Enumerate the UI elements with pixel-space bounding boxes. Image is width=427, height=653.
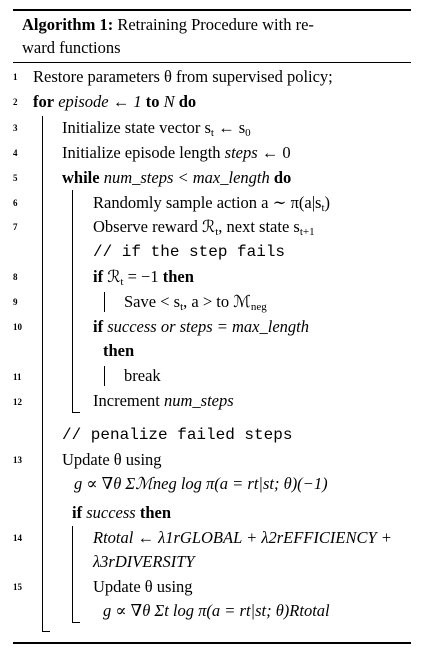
keyword: if (72, 503, 83, 522)
keyword: then (162, 267, 194, 286)
for-block-bar (42, 116, 43, 632)
keyword: for (33, 92, 55, 111)
if-fail-block-bar (104, 292, 105, 312)
line-text: Update θ using (62, 450, 162, 469)
if-success-2-block-bar (72, 526, 73, 623)
subscript: t (210, 127, 214, 139)
line-text: ← s (213, 118, 246, 137)
caption-rule (13, 62, 411, 63)
condition: num_steps < max_length (103, 168, 270, 187)
algo-line-8 (93, 267, 194, 287)
subscript: neg (250, 301, 267, 313)
top-rule (13, 9, 411, 11)
subscript: t (120, 276, 124, 288)
line-number: 15 (13, 582, 22, 592)
algo-line-11 (124, 366, 161, 386)
comment-penalize: // penalize failed steps (62, 426, 293, 444)
algo-line-9 (124, 292, 267, 312)
algorithm-caption-2 (22, 37, 121, 59)
line-number: 4 (13, 148, 18, 158)
line-text: , a > to ℳ (183, 292, 251, 311)
algorithm-caption (22, 14, 314, 36)
line-number: 12 (13, 397, 22, 407)
line-text: Initialize state vector s (62, 118, 211, 137)
algo-line-4 (62, 143, 291, 163)
line-number: 3 (13, 123, 18, 133)
while-block-bar (72, 190, 73, 413)
algo-line-7 (93, 217, 315, 237)
algo-line-15 (93, 577, 193, 597)
subscript: t (321, 202, 325, 214)
line-number: 14 (13, 533, 22, 543)
var: num_steps (164, 391, 234, 410)
algo-line-1 (33, 67, 333, 87)
then-keyword: then (103, 341, 135, 360)
keyword: if (93, 317, 104, 336)
algo-line-12 (93, 391, 234, 411)
caption-label: Algorithm 1: (22, 15, 114, 34)
if-success (72, 503, 171, 523)
line-number: 5 (13, 173, 18, 183)
algo-line-6 (93, 193, 330, 213)
caption-title-1: Retraining Procedure with re- (117, 15, 314, 34)
line-text: Save < s (124, 292, 181, 311)
algo-line-10 (93, 317, 309, 337)
keyword: to (145, 92, 160, 111)
line-number: 6 (13, 198, 18, 208)
formula-reward-1: Rtotal ← λ1rGLOBAL + λ2rEFFICIENCY + (93, 528, 392, 547)
line-text: Restore parameters θ from supervised policy; (33, 67, 333, 86)
line-text: = −1 (123, 267, 159, 286)
line-text: ← 0 (257, 143, 291, 162)
line-number: 13 (13, 455, 22, 465)
algo-line-2 (33, 92, 196, 112)
line-text: ℛ (107, 267, 121, 286)
condition: success (86, 503, 136, 522)
formula-gradient-1: g ∝ ∇θ Σℳneg log π(a = rt|st; θ)(−1) (74, 474, 328, 493)
caption-title-2: ward functions (22, 38, 121, 57)
line-number: 8 (13, 272, 18, 282)
line-text: Initialize episode length (62, 143, 225, 162)
for-block-end (42, 631, 50, 632)
line-number: 10 (13, 322, 22, 332)
algo-line-5 (62, 168, 291, 188)
line-number: 2 (13, 97, 18, 107)
line-text: Randomly sample action a ∼ π(a|s (93, 193, 322, 212)
loop-var: episode ← 1 (58, 92, 142, 111)
line-text: Observe reward ℛ (93, 217, 216, 236)
line-number: 9 (13, 297, 18, 307)
while-block-end (72, 412, 80, 413)
line-text: Update θ using (93, 577, 193, 596)
loop-bound: N (163, 92, 175, 111)
line-number: 7 (13, 222, 18, 232)
keyword: then (139, 503, 171, 522)
line-text: Increment (93, 391, 165, 410)
if-success-block-bar (104, 366, 105, 386)
bottom-rule (13, 642, 411, 644)
subscript: t+1 (299, 226, 315, 238)
line-number: 1 (13, 72, 18, 82)
line-text: break (124, 366, 161, 385)
subscript: t (215, 226, 219, 238)
keyword: while (62, 168, 100, 187)
line-text: ) (324, 193, 331, 212)
keyword: if (93, 267, 104, 286)
subscript: 0 (245, 127, 251, 139)
algo-line-13 (62, 450, 162, 470)
subscript: t (180, 301, 184, 313)
if-success-2-block-end (72, 622, 80, 623)
keyword: do (178, 92, 197, 111)
condition: success or steps = max_length (107, 317, 309, 336)
comment-step-fails: // if the step fails (93, 243, 286, 261)
line-number: 11 (13, 372, 22, 382)
line-text: , next state s (218, 217, 300, 236)
algo-line-3 (62, 118, 251, 138)
keyword: do (273, 168, 292, 187)
var: steps (224, 143, 258, 162)
formula-gradient-2: g ∝ ∇θ Σt log π(a = rt|st; θ)Rtotal (103, 601, 330, 620)
formula-reward-2: λ3rDIVERSITY (93, 552, 195, 571)
